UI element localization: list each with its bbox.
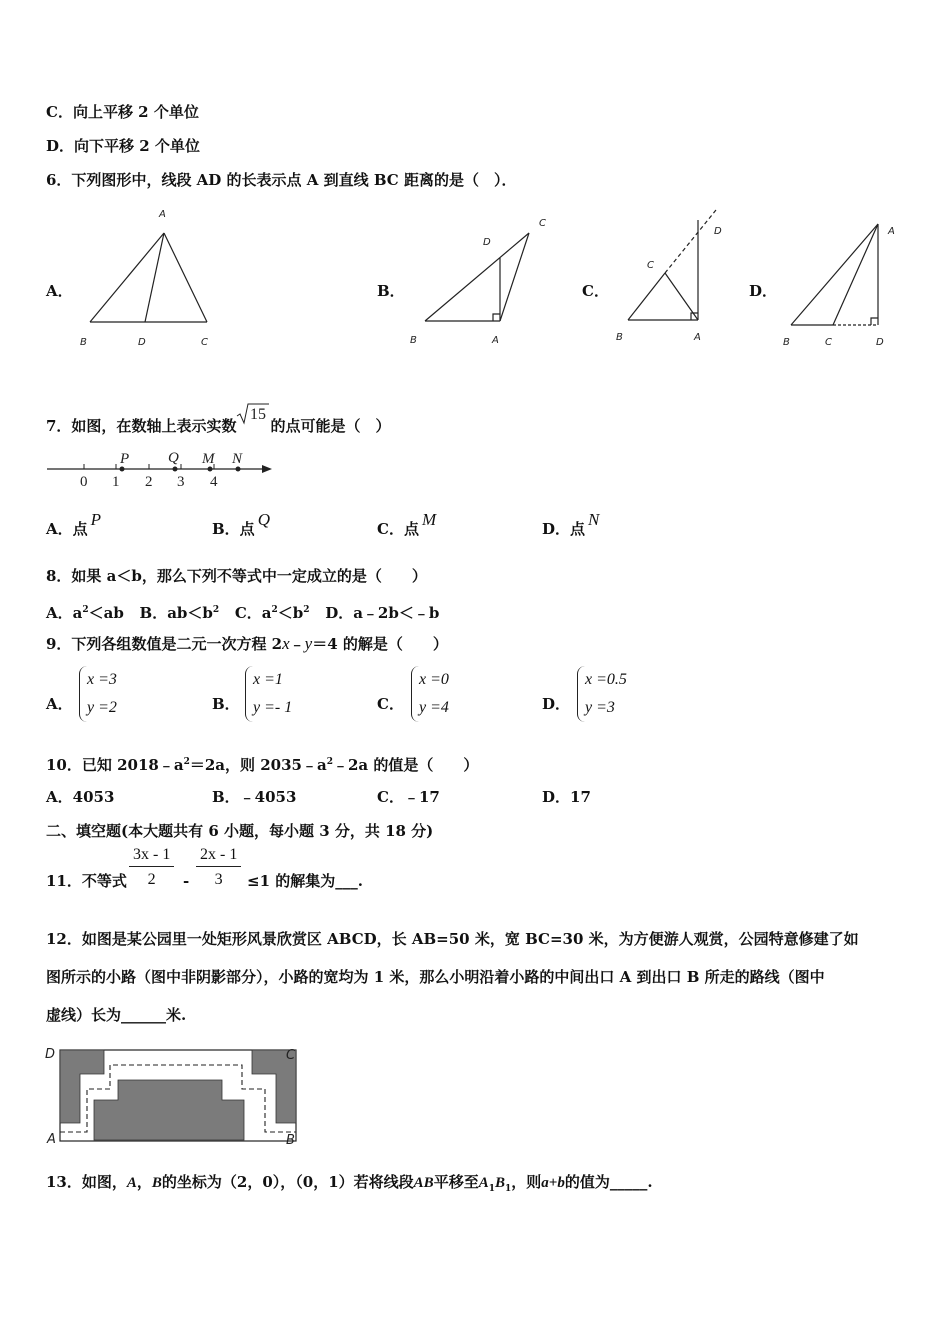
q6-fig-c-label-c: C	[647, 260, 654, 271]
q6-figure-b	[405, 210, 565, 350]
q7-option-a: A．点 P	[46, 510, 102, 538]
q6-fig-d-label-a: A	[888, 226, 895, 237]
q7-tick-0: 0	[80, 474, 88, 490]
q6-fig-d-label-b: B	[783, 337, 790, 348]
q7-option-c: C．点 M	[377, 510, 437, 538]
q6-fig-d-label-c: C	[825, 337, 832, 348]
q12-fig-label-c: C	[286, 1048, 296, 1063]
q6-figure-a	[75, 202, 235, 352]
q7-tick-4: 4	[210, 474, 218, 490]
q6-fig-c-label-a: A	[694, 332, 701, 343]
q7-tick-1: 1	[112, 474, 120, 490]
q6-fig-c-label-d: D	[714, 226, 722, 237]
q10-stem: 10．已知 $2018﹣a^2=2a$，则 $2035﹣a^2﹣2a$ 的值是（ ）	[46, 756, 479, 774]
q7-stem-post: 的点可能是（ ）	[270, 417, 391, 435]
q9-option-a-label: A．	[46, 695, 73, 713]
q7-point-n: N	[232, 451, 243, 467]
q6-fig-b-label-b: B	[410, 335, 417, 346]
q8-stem: 8．如果 a＜b，那么下列不等式中一定成立的是（ ）	[46, 567, 427, 585]
q8-option-c: C．$a^2<b^2$	[234, 604, 310, 622]
q7-number-line	[40, 446, 280, 492]
q9-option-a-system: x =3 y =2	[79, 666, 117, 722]
q11-fraction-1-denominator: 2	[147, 871, 156, 888]
q13-stem: 13．如图，A，B的坐标为（2，0），（0，1）若将线段AB平移至$A_1B_1$，则a+b的值为_____.	[46, 1173, 653, 1194]
q9-option-b-label: B．	[212, 695, 240, 713]
q7-sqrt	[236, 401, 270, 427]
q7-option-c-symbol: M	[421, 510, 437, 529]
q10-option-b: B．﹣4053	[212, 788, 297, 806]
q7-tick-2: 2	[145, 474, 153, 490]
q12-figure	[40, 1040, 310, 1150]
q5-option-c: C．向上平移 2 个单位	[46, 103, 199, 121]
q8-options	[46, 600, 439, 623]
q11-fraction-1	[129, 846, 174, 889]
q11-fraction-2	[196, 846, 241, 889]
q9-option-d-system: x =0.5 y =3	[577, 666, 627, 722]
q7-stem-pre: 7．如图，在数轴上表示实数	[46, 417, 237, 435]
q6-fig-a-label-d: D	[138, 337, 146, 348]
q12-line-1: 12．如图是某公园里一处矩形风景欣赏区 ABCD，长 AB=50 米，宽 BC=30 米，为方便游人观赏，公园特意修建了如	[46, 930, 859, 948]
q12-fig-label-d: D	[45, 1047, 56, 1062]
q6-option-c-label: C．	[582, 282, 609, 300]
q9-option-d-label: D．	[542, 695, 571, 713]
q6-fig-a-label-b: B	[80, 337, 87, 348]
q7-sqrt-radicand: 15	[250, 406, 267, 423]
q9-option-c-label: C．	[377, 695, 404, 713]
q7-option-b-symbol: Q	[257, 510, 270, 529]
q12-fig-label-b: B	[286, 1133, 295, 1148]
q8-option-d: D．a﹣2b＜﹣b	[325, 604, 440, 622]
q12-line-3: 虚线）长为______米.	[46, 1006, 187, 1024]
q11-fraction-1-numerator: 3x - 1	[129, 846, 174, 867]
q7-tick-3: 3	[177, 474, 185, 490]
q11-minus: -	[183, 872, 190, 890]
q11-stem-post: ≤1 的解集为___.	[247, 872, 363, 890]
q6-fig-d-label-d: D	[876, 337, 884, 348]
q6-fig-a-label-c: C	[201, 337, 208, 348]
q9-option-c-system: x =0 y =4	[411, 666, 449, 722]
q11-stem-pre: 11．不等式	[46, 872, 127, 890]
q9-stem: 9．下列各组数值是二元一次方程 2x﹣y＝4 的解是（ ）	[46, 634, 448, 653]
q6-fig-a-label-a: A	[159, 209, 166, 220]
q12-line-2: 图所示的小路（图中非阴影部分），小路的宽均为 1 米，那么小明沿着小路的中间出口 A 到出口 B 所走的路线（图中	[46, 968, 825, 986]
q6-fig-c-label-b: B	[616, 332, 623, 343]
q10-option-a: A．4053	[46, 788, 115, 806]
q8-option-a: A．$a^2<ab$	[46, 604, 124, 622]
q6-option-b-label: B．	[377, 282, 405, 300]
q6-option-d-label: D．	[749, 282, 778, 300]
q5-option-d: D．向下平移 2 个单位	[46, 137, 200, 155]
q7-stem	[46, 401, 390, 436]
q11-fraction-2-denominator: 3	[214, 871, 223, 888]
q6-figure-d	[778, 212, 908, 352]
q8-option-b: B．$ab<b^2$	[139, 604, 220, 622]
q7-option-b: B．点 Q	[212, 510, 270, 538]
q7-option-d-symbol: N	[588, 510, 600, 529]
q11-fraction-2-numerator: 2x - 1	[196, 846, 241, 867]
q6-option-a-label: A．	[46, 282, 73, 300]
q6-fig-b-label-c: C	[539, 218, 546, 229]
q6-fig-b-label-d: D	[483, 237, 491, 248]
q9-option-b-system: x =1 y =- 1	[245, 666, 292, 722]
q7-point-p: P	[120, 451, 130, 467]
q10-option-d: D．17	[542, 788, 591, 806]
q7-point-q: Q	[168, 450, 179, 466]
q12-fig-label-a: A	[47, 1132, 56, 1147]
q10-option-c: C．﹣17	[377, 788, 440, 806]
section-2-heading: 二、填空题(本大题共有 6 小题，每小题 3 分，共 18 分)	[46, 822, 434, 840]
q6-fig-b-label-a: A	[492, 335, 499, 346]
q7-point-m: M	[202, 451, 215, 467]
q7-option-d: D．点 N	[542, 510, 600, 538]
q6-stem: 6．下列图形中，线段 AD 的长表示点 A 到直线 BC 距离的是（ ）．	[46, 171, 517, 189]
q6-figure-c	[608, 205, 738, 350]
q7-option-a-symbol: P	[90, 510, 102, 529]
